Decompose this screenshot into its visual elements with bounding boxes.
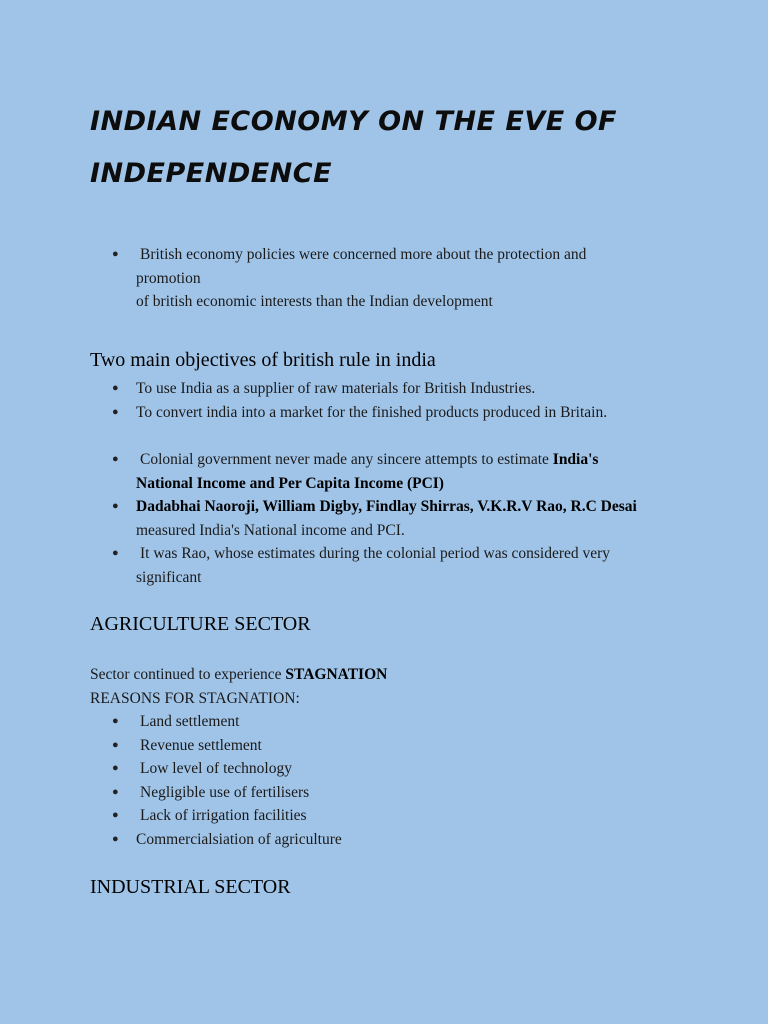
list-item: ● To convert india into a market for the finished products produced in Britain.: [90, 401, 710, 425]
national-income-bold-b: National Income and Per Capita Income (PCI): [136, 474, 444, 492]
rao-line-1: It was Rao, whose estimates during the colonial period was considered very: [140, 545, 611, 562]
reason-text: Revenue settlement: [140, 736, 262, 754]
reason-text: Negligible use of fertilisers: [140, 783, 310, 801]
list-item: [90, 757, 590, 781]
page-title: INDIAN ECONOMY ON THE EVE OF INDEPENDENCE: [90, 106, 617, 189]
economists-names: Dadabhai Naoroji, William Digby, Findlay Shirras, V.K.R.V Rao, R.C Desai: [136, 498, 637, 515]
objectives-heading: Two main objectives of british rule in india: [90, 349, 436, 371]
list-item: [90, 710, 590, 734]
reason-text: Lack of irrigation facilities: [140, 807, 307, 824]
intro-line-3: of british economic interests than the Indian development: [136, 293, 493, 310]
list-item: [90, 448, 710, 495]
reasons-label: REASONS FOR STAGNATION:: [90, 689, 300, 707]
stagnation-label: STAGNATION: [285, 666, 388, 683]
list-item: ● To use India as a supplier of raw materials for British Industries.: [90, 377, 710, 401]
agriculture-intro: [90, 663, 387, 710]
list-item: [90, 734, 590, 758]
list-item: [90, 243, 690, 314]
reason-text: Low level of technology: [140, 760, 292, 777]
reasons-list: [90, 710, 590, 851]
industrial-heading: INDUSTRIAL SECTOR: [90, 876, 291, 898]
national-income-bold-a: India's: [552, 451, 599, 468]
rao-line-2: significant: [136, 568, 202, 586]
list-item: [90, 495, 710, 542]
list-item: [90, 781, 590, 805]
intro-list: [90, 243, 690, 314]
national-income-text: Colonial government never made any sincere attempts to estimate: [140, 451, 553, 468]
reason-text: Commercialsiation of agriculture: [136, 830, 342, 848]
objectives-list: [90, 377, 710, 424]
agriculture-heading: AGRICULTURE SECTOR: [90, 613, 311, 635]
economists-text: measured India's National income and PCI.: [136, 521, 405, 539]
national-income-list: [90, 448, 710, 589]
list-item: [90, 828, 590, 852]
list-item: [90, 542, 710, 589]
agriculture-intro-text: Sector continued to experience: [90, 666, 286, 683]
list-item: [90, 804, 590, 828]
reason-text: Land settlement: [140, 713, 240, 730]
intro-line-1: British economy policies were concerned more about the protection and: [140, 246, 587, 263]
intro-line-2: promotion: [136, 269, 201, 287]
